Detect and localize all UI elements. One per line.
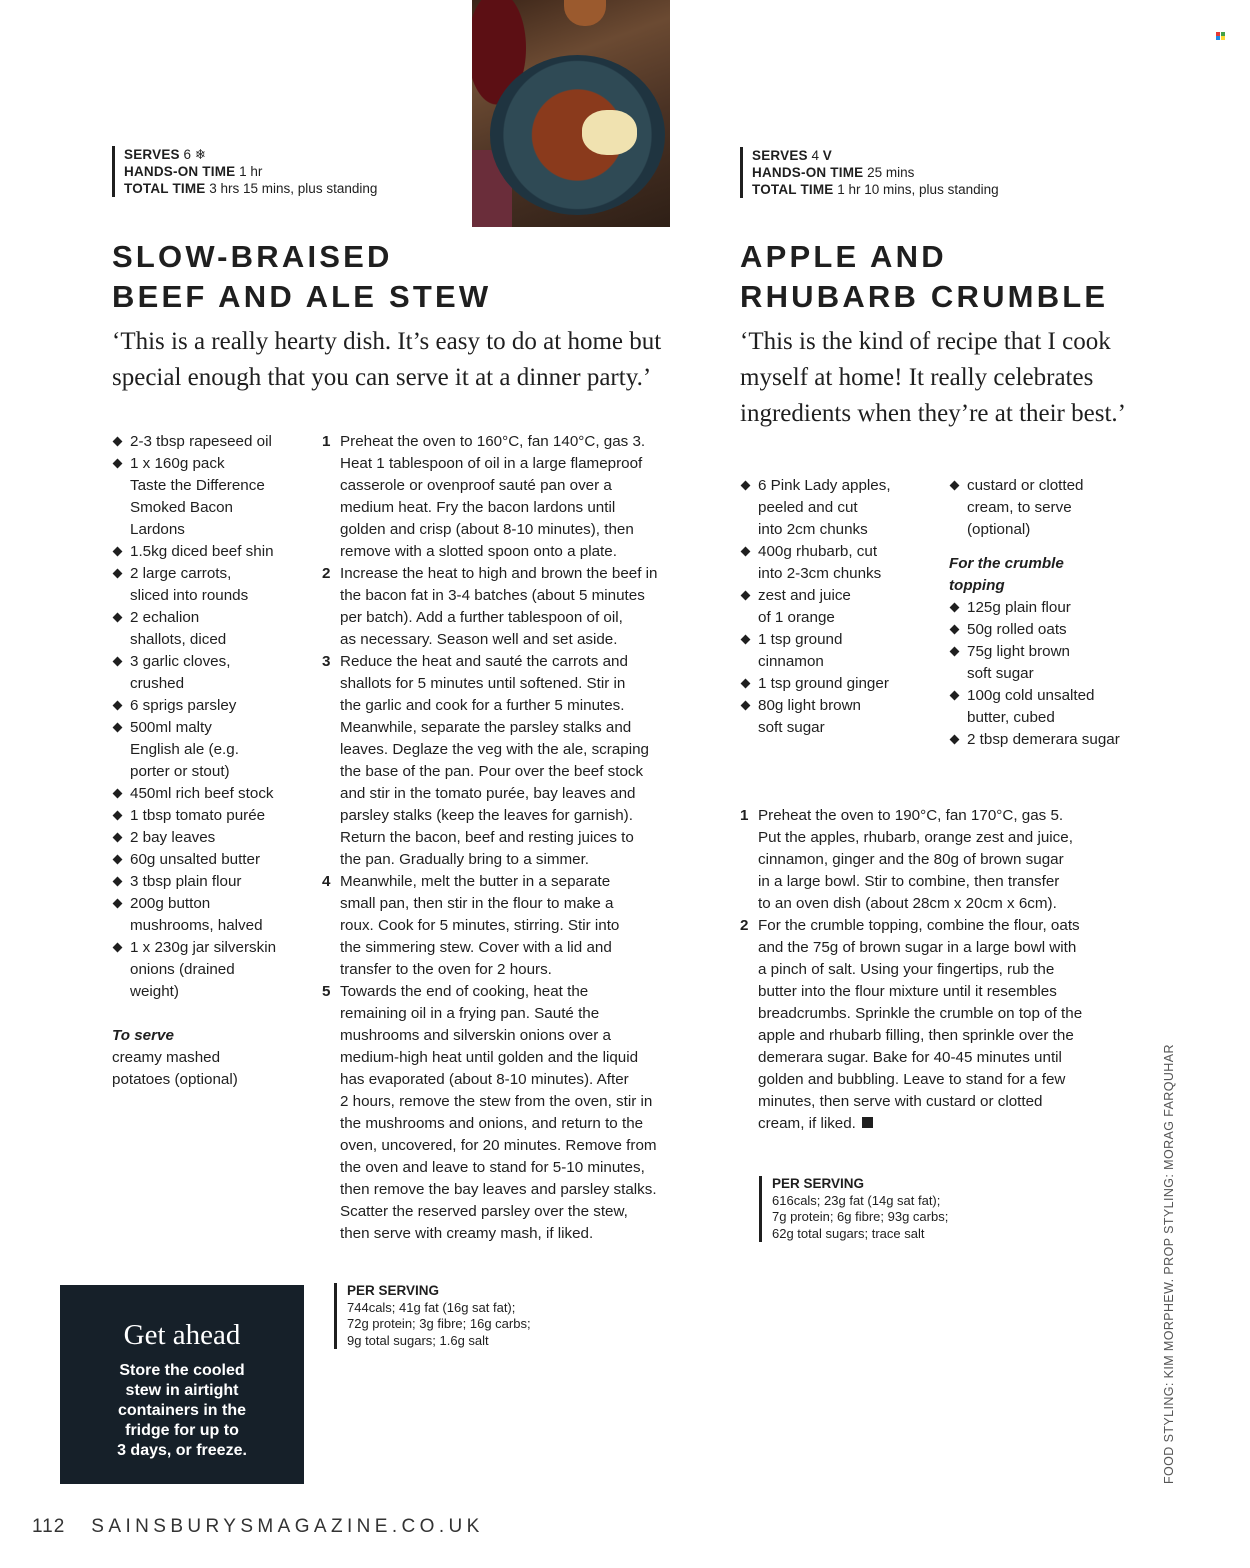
step-number: 2: [740, 917, 749, 934]
mash-shape: [582, 110, 637, 155]
method-step: 2 Increase the heat to high and brown the beef in the bacon fat in 3-4 batches (about 5 minutes per batch). Add a further tablespoon of oil, as necessary. Season well and set aside.: [322, 565, 658, 648]
ingredient-line: of 1 orange: [758, 609, 835, 626]
brand-mark-icon: [1216, 32, 1225, 40]
stew-title: SLOW-BRAISED BEEF AND ALE STEW: [112, 239, 492, 314]
ingredient-line: 2-3 tbsp rapeseed oil: [130, 433, 272, 450]
site-url: SAINSBURYSMAGAZINE.CO.UK: [91, 1516, 484, 1537]
ingredient-line: Taste the Difference: [130, 477, 265, 494]
step-number: 1: [740, 807, 749, 824]
ingredient-item: [112, 893, 317, 937]
page-number: 112: [32, 1516, 66, 1537]
ingredient-item: [740, 695, 945, 739]
method-step: 1 Preheat the oven to 190°C, fan 170°C, gas 5. Put the apples, rhubarb, orange zest and juice, cinnamon, ginger and the 80g of brown sugar in a large bowl. Stir to combine, then transfer to an oven dish (about 28cm x 20cm x 6cm).: [740, 807, 1073, 912]
ingredient-line: 1 tsp ground: [758, 631, 843, 648]
ingredient-line: Lardons: [130, 521, 185, 538]
ingredient-item: [949, 729, 1149, 751]
ingredient-line: 1 tbsp tomato purée: [130, 807, 266, 824]
styling-credit: FOOD STYLING: KIM MORPHEW. PROP STYLING: MORAG FARQUHAR: [1162, 1044, 1176, 1484]
ingredient-line: English ale (e.g.: [130, 741, 239, 758]
ingredient-item: [112, 937, 317, 1003]
ingredient-line: 6 sprigs parsley: [130, 697, 237, 714]
get-ahead-heading: Get ahead: [123, 1319, 241, 1351]
ingredient-line: 2 large carrots,: [130, 565, 232, 582]
to-serve-heading: To serve: [112, 1027, 174, 1044]
ingredient-item: [949, 619, 1149, 641]
ingredient-line: 50g rolled oats: [967, 621, 1067, 638]
ingredient-line: into 2-3cm chunks: [758, 565, 882, 582]
ingredient-line: 80g light brown: [758, 697, 862, 714]
ingredient-line: 1.5kg diced beef shin: [130, 543, 274, 560]
ingredient-line: custard or clotted: [967, 477, 1084, 494]
ingredient-line: shallots, diced: [130, 631, 227, 648]
ingredient-line: cream, to serve: [967, 499, 1072, 516]
ingredient-item: [740, 585, 945, 629]
ingredient-item: [112, 541, 317, 563]
vegetarian-icon: V: [822, 148, 832, 163]
ingredient-item: [112, 717, 317, 783]
ingredient-line: sliced into rounds: [130, 587, 249, 604]
ingredient-line: 400g rhubarb, cut: [758, 543, 878, 560]
ingredient-line: 500ml malty: [130, 719, 212, 736]
ingredient-line: Smoked Bacon: [130, 499, 233, 516]
pot-shape: [564, 0, 606, 26]
plate-shape: [490, 55, 665, 215]
ingredient-line: 125g plain flour: [967, 599, 1071, 616]
ingredient-line: 2 echalion: [130, 609, 200, 626]
ingredient-item: [949, 597, 1149, 619]
stew-method: [322, 431, 702, 1245]
to-serve-list: creamy mashed potatoes (optional): [112, 1049, 238, 1088]
ingredient-item: [112, 695, 317, 717]
ingredient-item: [740, 629, 945, 673]
ingredient-line: zest and juice: [758, 587, 851, 604]
crumble-ingredients-a: [740, 475, 945, 739]
ingredient-item: [112, 783, 317, 805]
ingredient-item: [949, 475, 1149, 541]
ingredient-item: [112, 431, 317, 453]
ingredient-line: 75g light brown: [967, 643, 1071, 660]
ingredient-line: into 2cm chunks: [758, 521, 868, 538]
ingredient-item: [112, 607, 317, 651]
step-number: 3: [322, 653, 331, 670]
step-number: 2: [322, 565, 331, 582]
page-footer: [32, 1516, 484, 1538]
ingredient-line: soft sugar: [967, 665, 1034, 682]
ingredient-line: 6 Pink Lady apples,: [758, 477, 891, 494]
ingredient-line: 1 x 230g jar silverskin: [130, 939, 277, 956]
stew-quote: ‘This is a really hearty dish. It’s easy to do at home but special enough that you can serve it at a dinner party.’: [112, 328, 662, 391]
freezable-icon: ❄: [194, 147, 207, 162]
ingredient-line: weight): [130, 983, 179, 1000]
ingredient-item: [112, 453, 317, 541]
ingredient-item: [949, 685, 1149, 729]
crumble-meta: SERVES 4 V HANDS-ON TIME 25 mins TOTAL TIME 1 hr 10 mins, plus standing: [740, 147, 999, 198]
ingredient-line: onions (drained: [130, 961, 235, 978]
ingredient-line: 1 tsp ground ginger: [758, 675, 889, 692]
ingredient-item: [949, 641, 1149, 685]
crumble-per-serving: PER SERVING 616cals; 23g fat (14g sat fat); 7g protein; 6g fibre; 93g carbs; 62g total sugars; trace salt: [759, 1176, 948, 1242]
ingredient-line: 60g unsalted butter: [130, 851, 261, 868]
step-number: 5: [322, 983, 331, 1000]
crumble-topping-heading: For the crumble topping: [949, 555, 1064, 594]
ingredient-line: 450ml rich beef stock: [130, 785, 274, 802]
stew-ingredients: [112, 431, 317, 1091]
ingredient-line: 3 tbsp plain flour: [130, 873, 242, 890]
ingredient-item: [740, 475, 945, 541]
ingredient-line: 2 tbsp demerara sugar: [967, 731, 1120, 748]
ingredient-item: [112, 871, 317, 893]
method-step: 5 Towards the end of cooking, heat the remaining oil in a frying pan. Sauté the mushrooms and silverskin onions over a medium-high heat until golden and the liquid has evaporated (about 8-10 minutes). After 2 hours, remove the stew from the oven, stir in the mushrooms and onions, and return to the oven, uncovered, for 20 minutes. Remove from the oven and leave to stand for 5-10 minutes, then remove the bay leaves and parsley stalks. Scatter the reserved parsley over the stew, then serve with creamy mash, if liked.: [322, 983, 657, 1242]
step-number: 4: [322, 873, 331, 890]
stew-meta: SERVES 6 ❄ HANDS-ON TIME 1 hr TOTAL TIME 3 hrs 15 mins, plus standing: [112, 146, 377, 197]
method-step: 4 Meanwhile, melt the butter in a separate small pan, then stir in the flour to make a roux. Cook for 5 minutes, stirring. Stir into the simmering stew. Cover with a lid and transfer to the oven for 2 hours.: [322, 873, 620, 978]
ingredient-item: [112, 651, 317, 695]
ingredient-line: 3 garlic cloves,: [130, 653, 231, 670]
ingredient-line: soft sugar: [758, 719, 825, 736]
stew-photo: [472, 0, 670, 227]
ingredient-line: peeled and cut: [758, 499, 858, 516]
stew-per-serving: PER SERVING 744cals; 41g fat (16g sat fat); 72g protein; 3g fibre; 16g carbs; 9g total sugars; 1.6g salt: [334, 1283, 531, 1349]
get-ahead-body: Store the cooled stew in airtight containers in the fridge for up to 3 days, or freeze.: [117, 1362, 247, 1459]
get-ahead-panel: [60, 1285, 304, 1484]
crumble-title: APPLE AND RHUBARB CRUMBLE: [740, 239, 1109, 314]
ingredient-item: [740, 541, 945, 585]
ingredient-line: 200g button: [130, 895, 211, 912]
ingredient-line: 2 bay leaves: [130, 829, 216, 846]
method-step: 1 Preheat the oven to 160°C, fan 140°C, gas 3. Heat 1 tablespoon of oil in a large flameproof casserole or ovenproof sauté pan over a medium heat. Fry the bacon lardons until golden and crisp (about 8-10 minutes), then remove with a slotted spoon onto a plate.: [322, 433, 646, 560]
ingredient-item: [112, 563, 317, 607]
step-number: 1: [322, 433, 331, 450]
ingredient-line: mushrooms, halved: [130, 917, 263, 934]
ingredient-line: 1 x 160g pack: [130, 455, 225, 472]
ingredient-line: crushed: [130, 675, 185, 692]
method-step: 3 Reduce the heat and sauté the carrots and shallots for 5 minutes until softened. Stir in the garlic and cook for a further 5 minutes. Meanwhile, separate the parsley stalks and leaves. Deglaze the veg with the ale, scraping the base of the pan. Pour over the beef stock and stir in the tomato purée, bay leaves and parsley stalks (keep the leaves for garnish). Return the bacon, beef and resting juices to the pan. Gradually bring to a simmer.: [322, 653, 649, 868]
ingredient-item: [112, 849, 317, 871]
crumble-ingredients-b: [949, 475, 1149, 751]
ingredient-item: [112, 827, 317, 849]
ingredient-line: butter, cubed: [967, 709, 1055, 726]
end-mark-icon: [862, 1117, 873, 1128]
crumble-quote: ‘This is the kind of recipe that I cook myself at home! It really celebrates ingredients when they’re at their best.’: [740, 328, 1126, 427]
ingredient-line: cinnamon: [758, 653, 824, 670]
ingredient-item: [740, 673, 945, 695]
ingredient-line: (optional): [967, 521, 1031, 538]
ingredient-line: porter or stout): [130, 763, 230, 780]
crumble-method: [740, 805, 1140, 1135]
ingredient-line: 100g cold unsalted: [967, 687, 1095, 704]
method-step: 2 For the crumble topping, combine the flour, oats and the 75g of brown sugar in a large bowl with a pinch of salt. Using your fingertips, rub the butter into the flour mixture until it resembles breadcrumbs. Sprinkle the crumble on top of the apple and rhubarb filling, then sprinkle over the demerara sugar. Bake for 40-45 minutes until golden and bubbling. Leave to stand for a few minutes, then serve with custard or clotted cream, if liked.: [740, 917, 1083, 1132]
ingredient-item: [112, 805, 317, 827]
